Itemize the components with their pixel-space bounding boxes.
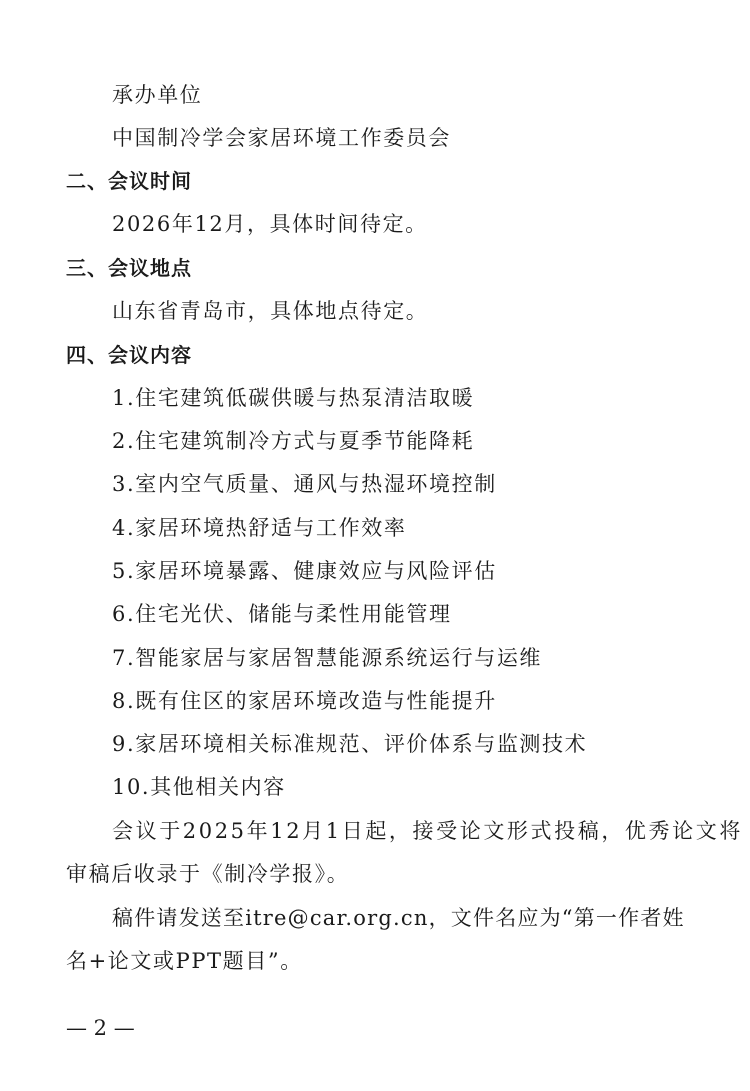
list-item: 7.智能家居与家居智慧能源系统运行与运维 [112, 646, 543, 670]
list-item: 5.家居环境暴露、健康效应与风险评估 [112, 559, 497, 583]
email-paragraph-line: 稿件请发送至itre@car.org.cn，文件名应为“第一作者姓 [112, 906, 685, 930]
list-item: 2.住宅建筑制冷方式与夏季节能降耗 [112, 429, 475, 453]
section-heading-time: 二、会议时间 [66, 169, 192, 193]
organizer-name: 中国制冷学会家居环境工作委员会 [112, 126, 451, 150]
list-item: 9.家居环境相关标准规范、评价体系与监测技术 [112, 732, 588, 756]
section-heading-content: 四、会议内容 [66, 343, 192, 367]
list-item: 6.住宅光伏、储能与柔性用能管理 [112, 602, 452, 626]
email-paragraph-line: 名+论文或PPT题目”。 [66, 949, 303, 973]
page-number: — 2 — [66, 1016, 135, 1040]
list-item: 8.既有住区的家居环境改造与性能提升 [112, 689, 497, 713]
section-heading-location: 三、会议地点 [66, 256, 192, 280]
list-item: 10.其他相关内容 [112, 775, 286, 799]
list-item: 1.住宅建筑低碳供暖与热泵清洁取暖 [112, 386, 475, 410]
submission-paragraph-line: 审稿后收录于《制冷学报》。 [66, 862, 350, 886]
list-item: 4.家居环境热舒适与工作效率 [112, 516, 407, 540]
meeting-time-text: 2026年12月，具体时间待定。 [112, 212, 428, 236]
submission-paragraph-line: 会议于2025年12月1日起，接受论文形式投稿，优秀论文将 [112, 819, 743, 843]
organizer-label: 承办单位 [112, 83, 203, 107]
list-item: 3.室内空气质量、通风与热湿环境控制 [112, 472, 497, 496]
meeting-location-text: 山东省青岛市，具体地点待定。 [112, 299, 429, 323]
